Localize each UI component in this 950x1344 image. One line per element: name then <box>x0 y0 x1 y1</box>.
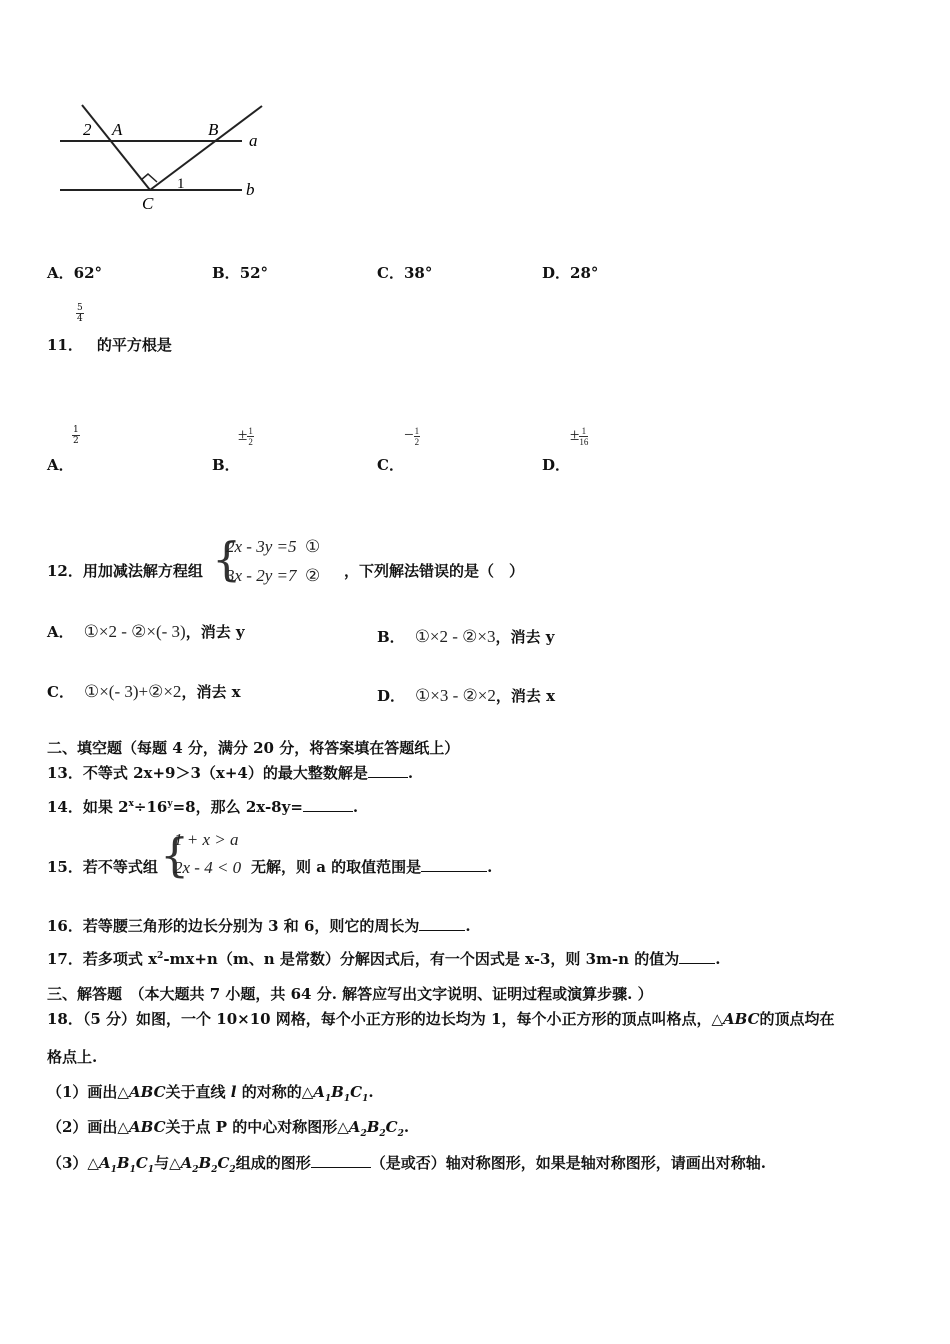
q12-option-b[interactable]: B． ①×2 - ②×3，消去 y <box>377 627 555 646</box>
q15-inequality-1: 1 + x > a <box>174 830 239 849</box>
q17-answer-blank[interactable] <box>679 963 715 964</box>
q18-line-2: 格点上. <box>47 1048 98 1066</box>
q12-option-a[interactable]: A． ①×2 - ②×(- 3)，消去 y <box>47 622 245 641</box>
figure-label-2: 2 <box>83 120 92 139</box>
q11-option-a[interactable]: A． <box>47 456 74 474</box>
q11-option-b[interactable]: B． <box>212 456 240 474</box>
q18-part-1: （1）画出△ABC关于直线 l 的对称的$\triangle A_1B_1C_1$. <box>47 1083 374 1104</box>
q18-part-3-answer-blank[interactable] <box>311 1167 371 1168</box>
q11-option-d-value: ± $\frac{1}{16}$ <box>570 425 589 447</box>
q16: 16．若等腰三角形的边长分别为 3 和 6，则它的周长为 . <box>47 917 471 935</box>
q12-equation-1: 2x - 3y =5 ① <box>226 537 321 556</box>
q12-brace: { <box>212 532 242 586</box>
q17: 17．若多项式 $x^2-mx+n(m$、n 是常数）分解因式后，有一个因式是 x-3，则 3m-n 的值为 . <box>47 950 721 968</box>
q18-line-1: 18．（5 分）如图，一个 10×10 网格，每个小正方形的边长均为 1，每个小正方形的顶点叫格点，△ABC的顶点均在 <box>47 1010 835 1028</box>
q15-inequality-2: 2x - 4 < 0 <box>174 858 242 877</box>
q10-option-d[interactable]: D．28° <box>542 264 599 282</box>
q12-equation-2: 3x - 2y =7 ② <box>226 566 321 585</box>
q11-option-c-value: − $\frac{1}{2}$ <box>404 425 420 447</box>
q11-option-b-value: ± $\frac{1}{2}$ <box>238 425 253 447</box>
q10-option-b[interactable]: B．52° <box>212 264 269 282</box>
q14-answer-blank[interactable] <box>303 811 353 812</box>
q15-answer-blank[interactable] <box>421 871 487 872</box>
q12-option-d[interactable]: D． ①×3 - ②×2，消去 x <box>377 686 556 705</box>
figure-label-1: 1 <box>177 176 185 192</box>
q12-option-c[interactable]: C． ①×(- 3)+②×2，消去 x <box>47 682 241 701</box>
q11-question: 11． 的平方根是 <box>47 336 172 354</box>
q15-suffix: 无解，则 a 的取值范围是 . <box>251 858 493 876</box>
q15-brace: { <box>160 828 190 882</box>
figure-label-b: b <box>246 180 255 199</box>
q10-option-c[interactable]: C．38° <box>377 264 433 282</box>
parallel-lines-figure <box>50 100 280 218</box>
figure-label-A: A <box>112 120 123 139</box>
q11-option-a-value: $\frac{1}{2}$ <box>73 425 79 446</box>
q18-part-3: $(3)\triangle A_1B_1C_1$与$\triangle A_2B_2C_2$组成的图形 （是或否）轴对称图形，如果是轴对称图形，请画出对称轴. <box>47 1154 766 1175</box>
segment-ac <box>82 105 150 190</box>
section-2-heading: 二、填空题（每题 4 分，满分 20 分，将答案填在答题纸上） <box>47 739 460 757</box>
section-3-heading: 三、解答题 （本大题共 7 小题，共 64 分. 解答应写出文字说明、证明过程或演算步骤. ） <box>47 985 653 1003</box>
q11-fraction: $\frac{5}{4}$ <box>77 303 83 324</box>
figure-label-B: B <box>208 120 219 139</box>
q16-answer-blank[interactable] <box>419 930 465 931</box>
q15-prefix: 15．若不等式组 <box>47 858 158 876</box>
q11-option-d[interactable]: D． <box>542 456 571 474</box>
q14: 14．如果 $2^x\div 16^y=8$，那么 2x-8y= . <box>47 798 359 816</box>
q13-answer-blank[interactable] <box>368 777 408 778</box>
segment-cb <box>150 106 262 190</box>
q10-option-a[interactable]: A．62° <box>47 264 103 282</box>
figure-label-a: a <box>249 131 258 150</box>
q18-part-2: （2）画出△ABC关于点 P 的中心对称图形$\triangle A_2B_2C_2$. <box>47 1118 410 1139</box>
q12-suffix: ，下列解法错误的是（ ） <box>344 562 525 580</box>
q11-option-c[interactable]: C． <box>377 456 404 474</box>
q13: 13．不等式 2x+9＞3（x+4）的最大整数解是 . <box>47 764 414 782</box>
q12-prefix: 12．用加减法解方程组 <box>47 562 203 580</box>
figure-label-C: C <box>142 194 154 213</box>
